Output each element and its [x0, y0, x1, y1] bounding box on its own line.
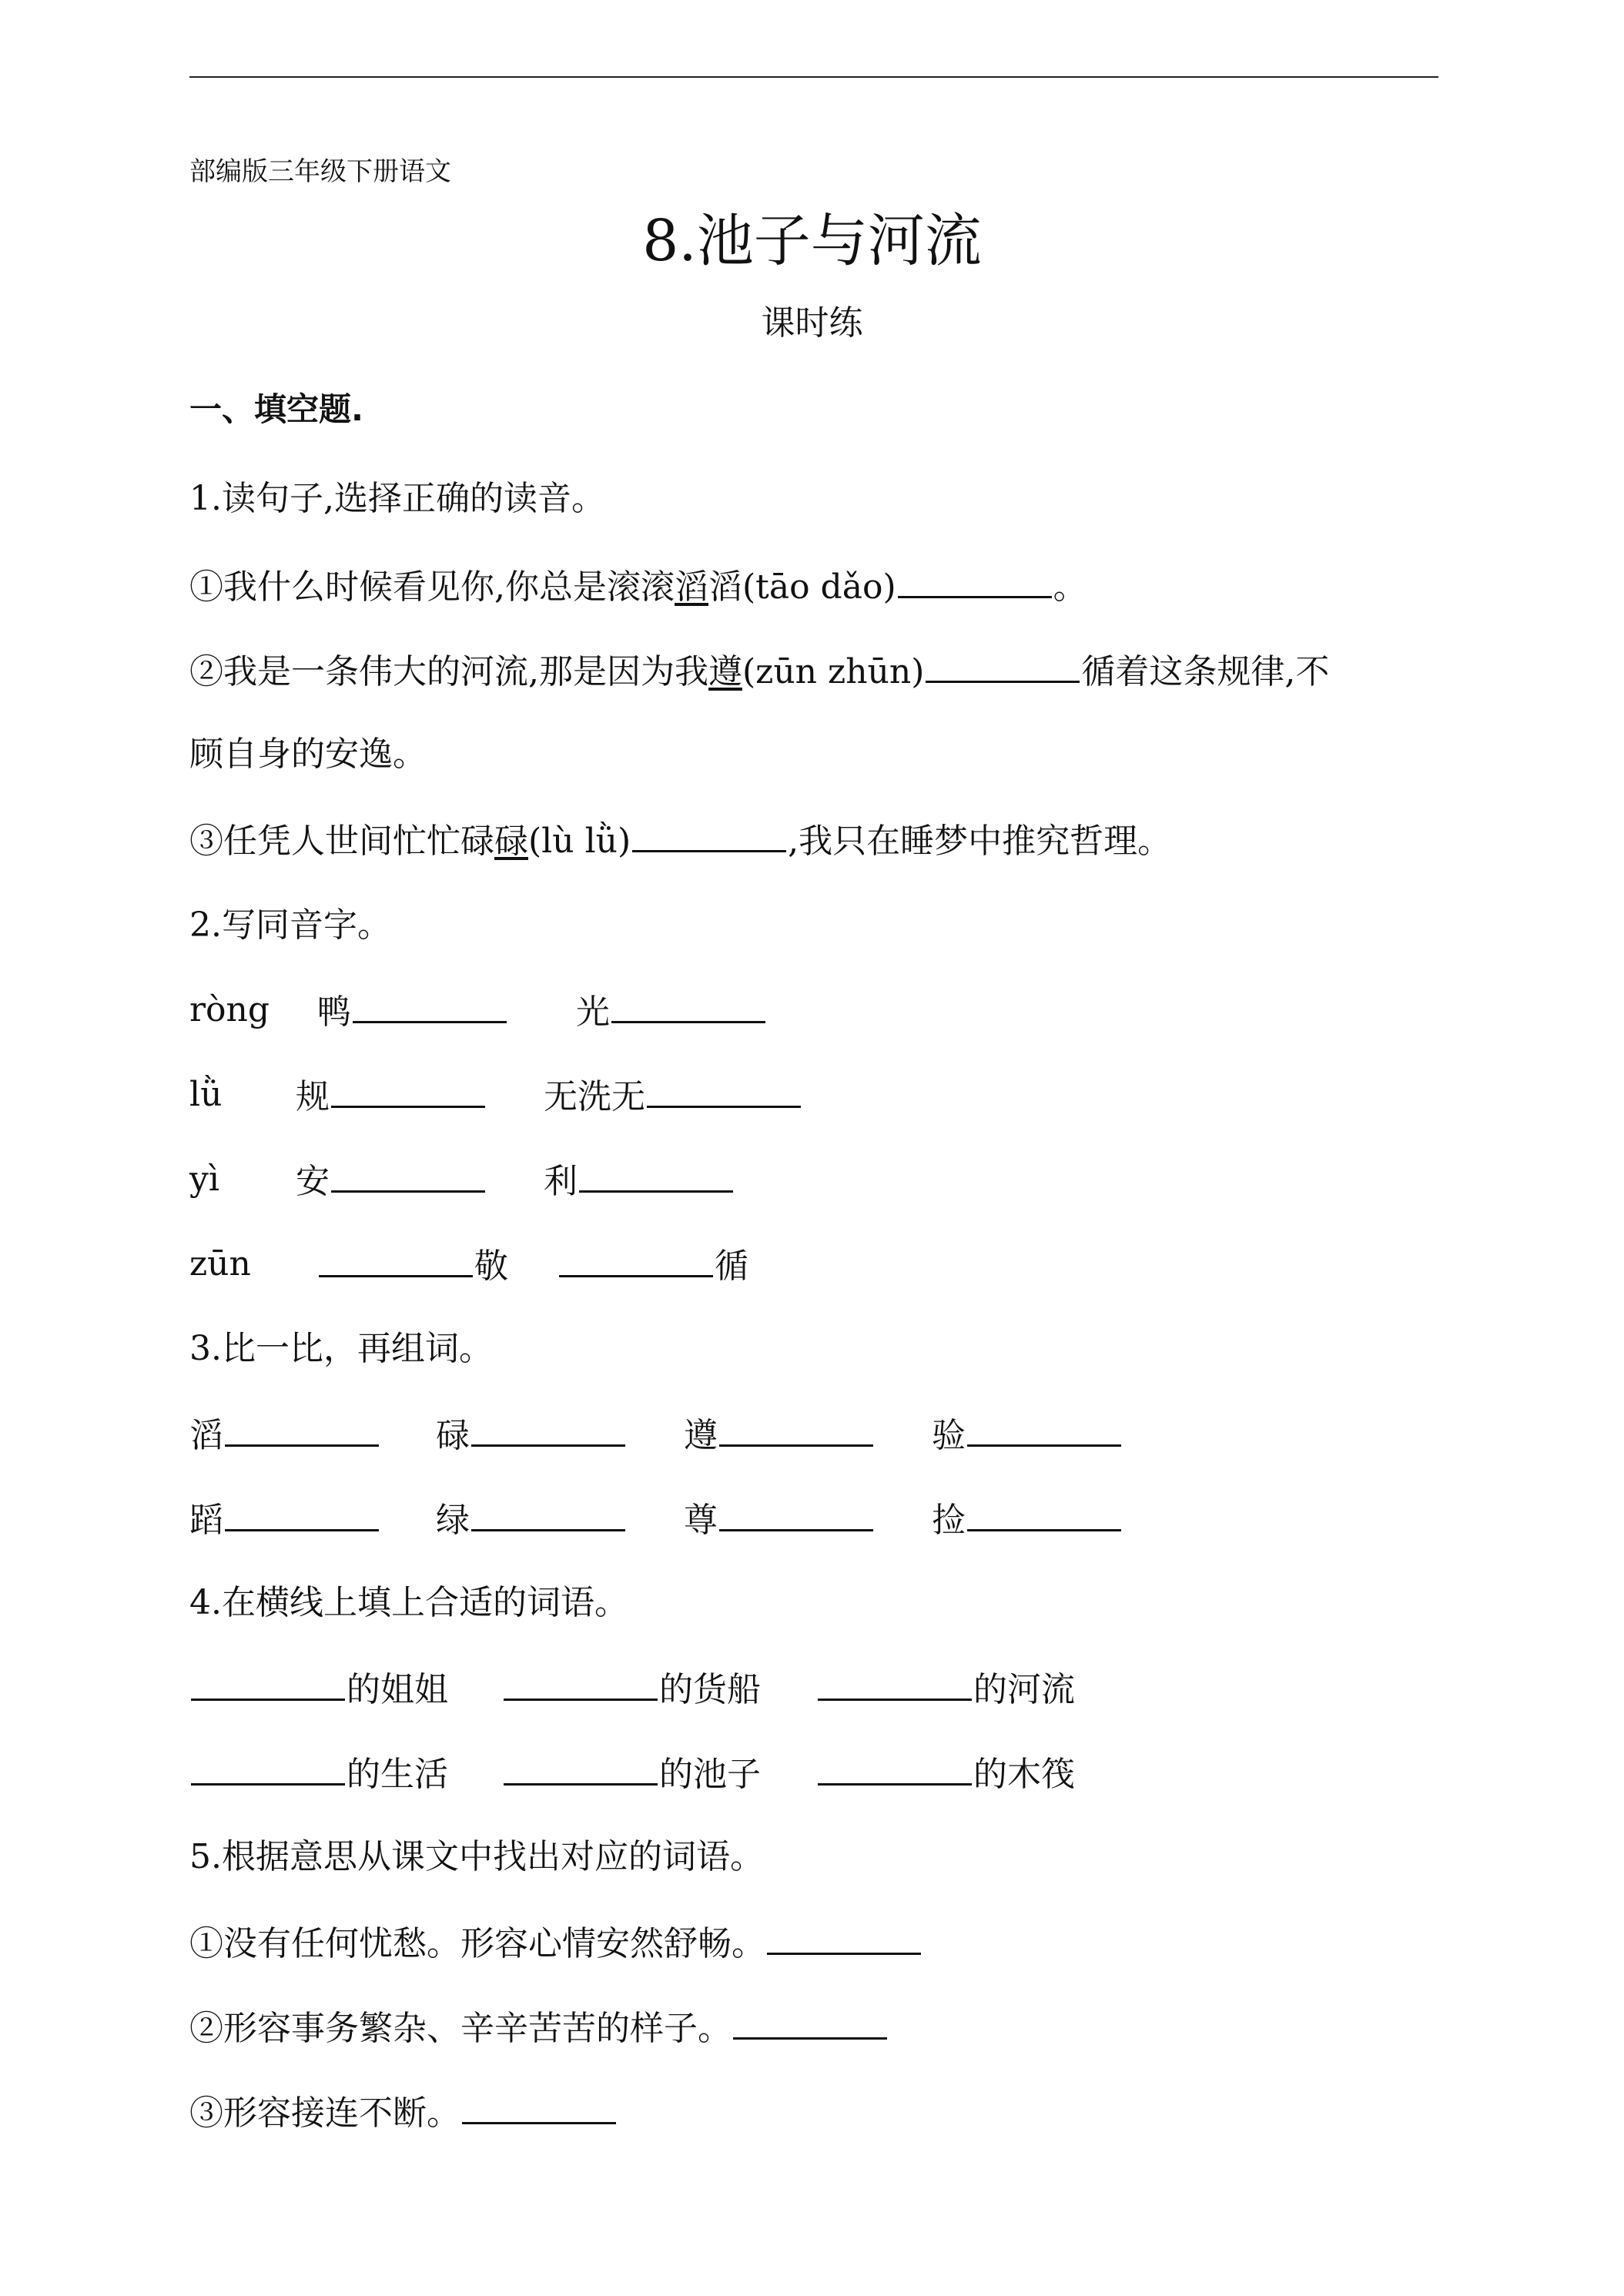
q2-row3-a: 安: [296, 1156, 487, 1205]
q3-r2-c2: 绿: [436, 1495, 627, 1544]
q5-prompt: 5.根据意思从课文中找出对应的词语。: [189, 1837, 764, 1876]
q2-row3-b: 利: [544, 1156, 735, 1205]
q1-sentence-2: [189, 647, 1329, 695]
q4-r1-c1: 的姐姐: [189, 1665, 448, 1713]
q3-r2-c2-blank[interactable]: [471, 1495, 625, 1531]
q4-r2-c1: 的生活: [189, 1749, 448, 1798]
q1-s2-target: 遵: [708, 652, 742, 691]
section-heading: 一、填空题.: [189, 390, 363, 428]
q1-sentence-1: [189, 562, 1087, 611]
q1-s2-options: (zūn zhūn): [742, 652, 925, 691]
grade-label: 部编版三年级下册语文: [189, 156, 451, 187]
q2-row1-b-blank[interactable]: [611, 987, 765, 1023]
q4-r1-c2-blank[interactable]: [504, 1665, 658, 1701]
q2-row4-b: 循: [558, 1241, 748, 1290]
q4-r1-c2: 的货船: [502, 1665, 761, 1713]
q1-s1-end: 。: [1053, 567, 1087, 607]
q2-row3-b-blank[interactable]: [579, 1156, 733, 1193]
q3-r2-c3-blank[interactable]: [719, 1495, 873, 1531]
q2-row4-pinyin: zūn: [189, 1244, 251, 1284]
q3-r1-c3-blank[interactable]: [719, 1411, 873, 1447]
q1-s2-answer-blank[interactable]: [926, 647, 1080, 683]
q3-r2-c3: 尊: [684, 1495, 875, 1544]
q2-row4-a: 敬: [317, 1241, 508, 1290]
q1-s1-options: (tāo dǎo): [742, 567, 896, 607]
q4-prompt: 4.在横线上填上合适的词语。: [189, 1583, 628, 1622]
q3-prompt: 3.比一比，再组词。: [189, 1329, 493, 1368]
q4-r2-c1-blank[interactable]: [191, 1749, 345, 1786]
q5-item-1-blank[interactable]: [767, 1919, 921, 1955]
q2-row2-a-blank[interactable]: [331, 1072, 485, 1108]
q1-s1-post-char: 滔: [708, 567, 742, 607]
q5-item-1: ①没有任何忧愁。形容心情安然舒畅。: [189, 1919, 922, 1967]
q3-r1-c4: 验: [932, 1411, 1123, 1459]
q1-s1-answer-blank[interactable]: [898, 562, 1052, 598]
q5-item-2-blank[interactable]: [733, 2003, 887, 2040]
q2-row3-a-blank[interactable]: [331, 1156, 485, 1193]
q2-row3-pinyin: yì: [189, 1160, 219, 1199]
q3-r2-c4-blank[interactable]: [967, 1495, 1121, 1531]
q1-s1-target: 滔: [675, 567, 708, 607]
q3-r1-c2-blank[interactable]: [471, 1411, 625, 1447]
q4-r1-c3: 的河流: [816, 1665, 1075, 1713]
q5-item-2: ②形容事务繁杂、辛辛苦苦的样子。: [189, 2003, 889, 2052]
top-rule: [189, 76, 1438, 78]
q1-s2-post: 循着这条规律,不: [1081, 652, 1330, 691]
q1-s3-answer-blank[interactable]: [632, 816, 786, 852]
q2-row1-a: 鸭: [317, 987, 508, 1036]
q1-s3-post: ,我只在睡梦中推究哲理。: [788, 822, 1172, 861]
page-title: 8.池子与河流: [642, 208, 982, 274]
q3-r2-c4: 捡: [932, 1495, 1123, 1544]
q2-row1-a-blank[interactable]: [353, 987, 507, 1023]
q2-row1-b: 光: [576, 987, 767, 1036]
q4-r2-c3: 的木筏: [816, 1749, 1075, 1798]
q3-r1-c4-blank[interactable]: [967, 1411, 1121, 1447]
q3-r1-c1: 滔: [189, 1411, 380, 1459]
q1-s3-pre: ③任凭人世间忙忙碌: [189, 822, 494, 861]
q1-s1-pre: ①我什么时候看见你,你总是滚滚: [189, 567, 675, 607]
q1-s2-pre: ②我是一条伟大的河流,那是因为我: [189, 652, 708, 691]
q3-r2-c1: 蹈: [189, 1495, 380, 1544]
q4-r2-c2: 的池子: [502, 1749, 761, 1798]
q1-s3-options: (lù lǜ): [528, 822, 631, 861]
q1-s3-target: 碌: [494, 822, 528, 861]
q1-s2-continued: 顾自身的安逸。: [189, 735, 427, 774]
q2-row2-b-blank[interactable]: [647, 1072, 801, 1108]
q5-item-3: ③形容接连不断。: [189, 2088, 618, 2137]
q1-sentence-3: [189, 816, 1171, 865]
q2-row2-a: 规: [296, 1072, 487, 1120]
q2-prompt: 2.写同音字。: [189, 905, 391, 945]
q2-row2-b: 无洗无: [544, 1072, 802, 1120]
q2-row4-b-blank[interactable]: [559, 1241, 713, 1277]
q4-r2-c3-blank[interactable]: [818, 1749, 972, 1786]
q3-r1-c1-blank[interactable]: [225, 1411, 379, 1447]
q1-prompt: 1.读句子,选择正确的读音。: [189, 479, 605, 518]
page-subtitle: 课时练: [761, 303, 863, 343]
q4-r2-c2-blank[interactable]: [504, 1749, 658, 1786]
q4-r1-c3-blank[interactable]: [818, 1665, 972, 1701]
q2-row2-pinyin: lǜ: [189, 1075, 223, 1114]
q5-item-3-blank[interactable]: [462, 2088, 616, 2124]
q4-r1-c1-blank[interactable]: [191, 1665, 345, 1701]
q2-row1-pinyin: ròng: [189, 990, 270, 1029]
q3-r1-c2: 碌: [436, 1411, 627, 1459]
q3-r2-c1-blank[interactable]: [225, 1495, 379, 1531]
q2-row4-a-blank[interactable]: [319, 1241, 473, 1277]
q3-r1-c3: 遵: [684, 1411, 875, 1459]
